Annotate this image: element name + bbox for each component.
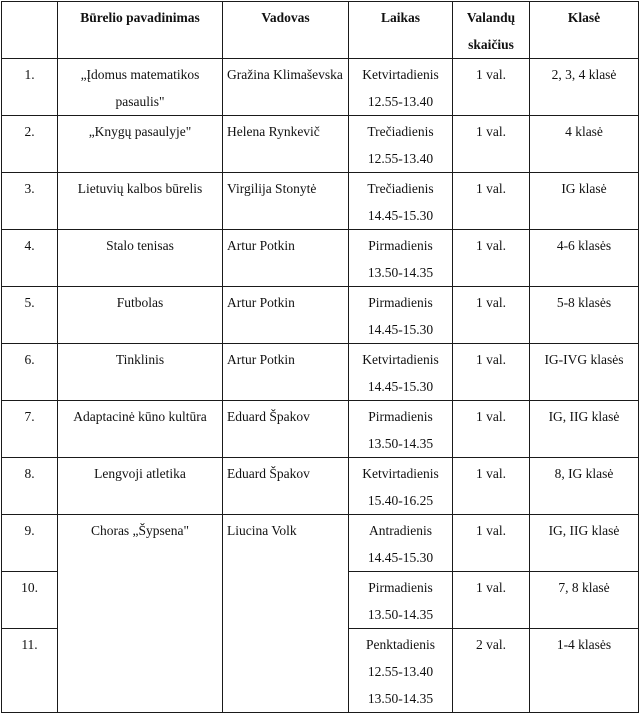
table-row bbox=[2, 344, 639, 401]
club-time bbox=[349, 173, 453, 230]
club-day: Trečiadienis bbox=[367, 124, 434, 139]
club-hour-range: 14.45-15.30 bbox=[367, 322, 434, 337]
club-leader: Eduard Špakov bbox=[223, 401, 349, 458]
row-number: 2. bbox=[2, 116, 58, 173]
club-time bbox=[349, 230, 453, 287]
club-grade: IG, IIG klasė bbox=[530, 515, 639, 572]
club-time bbox=[349, 116, 453, 173]
club-hours: 1 val. bbox=[453, 401, 530, 458]
club-time bbox=[349, 59, 453, 116]
header-time: Laikas bbox=[349, 2, 453, 59]
club-leader: Artur Potkin bbox=[223, 230, 349, 287]
header-grade: Klasė bbox=[530, 2, 639, 59]
club-leader: Helena Rynkevič bbox=[223, 116, 349, 173]
club-day: Antradienis bbox=[369, 523, 432, 538]
club-time bbox=[349, 287, 453, 344]
header-leader: Vadovas bbox=[223, 2, 349, 59]
table-row bbox=[2, 59, 639, 116]
club-hours: 1 val. bbox=[453, 59, 530, 116]
club-grade: 2, 3, 4 klasė bbox=[530, 59, 639, 116]
club-grade: IG, IIG klasė bbox=[530, 401, 639, 458]
club-hours: 1 val. bbox=[453, 230, 530, 287]
club-grade: 8, IG klasė bbox=[530, 458, 639, 515]
club-hours: 1 val. bbox=[453, 458, 530, 515]
club-name: Futbolas bbox=[58, 287, 223, 344]
row-number: 10. bbox=[2, 572, 58, 629]
club-hours: 1 val. bbox=[453, 344, 530, 401]
club-day: Ketvirtadienis bbox=[362, 352, 439, 367]
club-time bbox=[349, 458, 453, 515]
club-name: „Knygų pasaulyje" bbox=[58, 116, 223, 173]
club-hour-range: 13.50-14.35 bbox=[367, 436, 434, 451]
club-grade: 4 klasė bbox=[530, 116, 639, 173]
club-leader: Gražina Klimaševska bbox=[223, 59, 349, 116]
header-club-name: Būrelio pavadinimas bbox=[58, 2, 223, 59]
club-grade: 7, 8 klasė bbox=[530, 572, 639, 629]
club-name: Lengvoji atletika bbox=[58, 458, 223, 515]
row-number: 1. bbox=[2, 59, 58, 116]
row-number: 6. bbox=[2, 344, 58, 401]
club-leader: Artur Potkin bbox=[223, 287, 349, 344]
club-name: Choras „Šypsena" bbox=[58, 515, 223, 713]
club-name: „Įdomus matematikos pasaulis" bbox=[58, 59, 223, 116]
club-time bbox=[349, 401, 453, 458]
club-day: Pirmadienis bbox=[368, 295, 433, 310]
club-hours: 1 val. bbox=[453, 515, 530, 572]
club-day: Pirmadienis bbox=[368, 580, 433, 595]
club-grade: 4-6 klasės bbox=[530, 230, 639, 287]
club-day: Ketvirtadienis bbox=[362, 67, 439, 82]
club-hour-range: 14.45-15.30 bbox=[367, 379, 434, 394]
club-name: Adaptacinė kūno kultūra bbox=[58, 401, 223, 458]
club-grade: 1-4 klasės bbox=[530, 629, 639, 713]
club-name: Lietuvių kalbos būrelis bbox=[58, 173, 223, 230]
club-leader: Artur Potkin bbox=[223, 344, 349, 401]
row-number: 11. bbox=[2, 629, 58, 713]
club-name: Tinklinis bbox=[58, 344, 223, 401]
club-time bbox=[349, 344, 453, 401]
club-hours: 1 val. bbox=[453, 287, 530, 344]
club-time bbox=[349, 629, 453, 713]
club-leader: Liucina Volk bbox=[223, 515, 349, 713]
club-hour-range: 13.50-14.35 bbox=[367, 265, 434, 280]
table-row bbox=[2, 116, 639, 173]
club-grade: IG klasė bbox=[530, 173, 639, 230]
club-hours: 1 val. bbox=[453, 116, 530, 173]
club-hour-range: 13.50-14.35 bbox=[367, 607, 434, 622]
club-hour-range: 14.45-15.30 bbox=[367, 550, 434, 565]
club-grade: IG-IVG klasės bbox=[530, 344, 639, 401]
header-hours: Valandų skaičius bbox=[453, 2, 530, 59]
club-schedule-table bbox=[1, 1, 639, 713]
row-number: 9. bbox=[2, 515, 58, 572]
club-name: Stalo tenisas bbox=[58, 230, 223, 287]
club-grade: 5-8 klasės bbox=[530, 287, 639, 344]
table-header-row bbox=[2, 2, 639, 59]
row-number: 3. bbox=[2, 173, 58, 230]
club-day: Penktadienis bbox=[366, 637, 435, 652]
club-time bbox=[349, 572, 453, 629]
club-hour-range: 12.55-13.40 bbox=[367, 94, 434, 109]
club-day: Trečiadienis bbox=[367, 181, 434, 196]
club-hour-range: 14.45-15.30 bbox=[367, 208, 434, 223]
row-number: 7. bbox=[2, 401, 58, 458]
row-number: 5. bbox=[2, 287, 58, 344]
club-time bbox=[349, 515, 453, 572]
club-hour-range: 15.40-16.25 bbox=[367, 493, 434, 508]
table-row bbox=[2, 401, 639, 458]
club-leader: Eduard Špakov bbox=[223, 458, 349, 515]
table-row bbox=[2, 287, 639, 344]
row-number: 4. bbox=[2, 230, 58, 287]
club-day: Pirmadienis bbox=[368, 409, 433, 424]
table-row bbox=[2, 173, 639, 230]
header-nr bbox=[2, 2, 58, 59]
row-number: 8. bbox=[2, 458, 58, 515]
club-hours: 1 val. bbox=[453, 572, 530, 629]
club-hour-range: 12.55-13.40 13.50-14.35 bbox=[367, 664, 434, 706]
table-row bbox=[2, 515, 639, 572]
club-day: Pirmadienis bbox=[368, 238, 433, 253]
club-hours: 2 val. bbox=[453, 629, 530, 713]
club-leader: Virgilija Stonytė bbox=[223, 173, 349, 230]
club-hour-range: 12.55-13.40 bbox=[367, 151, 434, 166]
table-row bbox=[2, 458, 639, 515]
club-hours: 1 val. bbox=[453, 173, 530, 230]
table-row bbox=[2, 230, 639, 287]
club-day: Ketvirtadienis bbox=[362, 466, 439, 481]
